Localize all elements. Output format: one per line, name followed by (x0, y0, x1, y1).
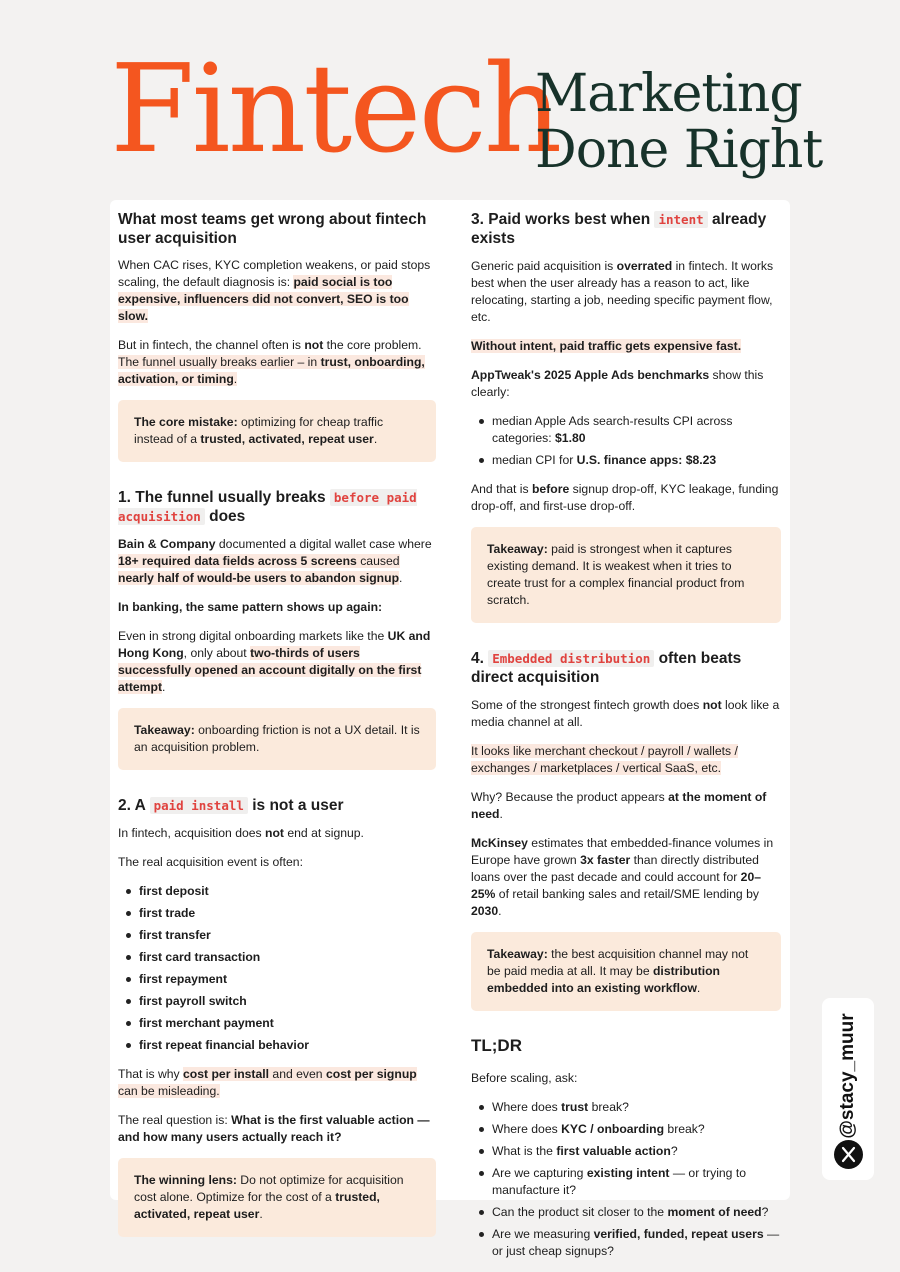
list-item: first trade (118, 905, 436, 922)
subtitle-line-2: Done Right (535, 120, 823, 180)
section-3-paragraph-3: AppTweak's 2025 Apple Ads benchmarks show this clearly: (471, 368, 764, 399)
code-tag: before paid acquisition (118, 490, 417, 524)
code-tag: Embedded distribution (488, 650, 654, 667)
list-item: first deposit (118, 883, 436, 900)
list-item: Can the product sit closer to the moment of need? (471, 1204, 781, 1221)
section-3-paragraph-2: Without intent, paid traffic gets expensive fast. (471, 339, 742, 353)
list-item: Where does trust break? (471, 1099, 781, 1116)
section-4-paragraph-1: Some of the strongest fintech growth does not look like a media channel at all. (471, 698, 780, 729)
code-tag: intent (654, 211, 707, 228)
tldr-heading: TL;DR (471, 1036, 522, 1055)
section-3-heading: 3. Paid works best when intent already exists (471, 211, 767, 247)
intro-paragraph-2: But in fintech, the channel often is not the core problem. The funnel usually breaks earlier – in trust, onboarding, activation, or timing. (118, 338, 425, 386)
page-subtitle (535, 66, 822, 178)
tldr-intro: Before scaling, ask: (471, 1071, 578, 1085)
section-2-paragraph-1: In fintech, acquisition does not end at signup. (118, 826, 364, 840)
section-1-heading: 1. The funnel usually breaks before paid acquisition does (118, 489, 417, 525)
x-logo-icon (834, 1140, 863, 1169)
list-item: first merchant payment (118, 1015, 436, 1032)
list-item: median Apple Ads search-results CPI across categories: $1.80 (471, 413, 781, 447)
section-2-paragraph-4: The real question is: What is the first valuable action — and how many users actually reach it? (118, 1113, 430, 1144)
core-mistake-callout: The core mistake: optimizing for cheap traffic instead of a trusted, activated, repeat user. (118, 400, 436, 462)
section-4-heading: 4. Embedded distribution often beats direct acquisition (471, 650, 742, 686)
list-item: Are we capturing existing intent — or trying to manufacture it? (471, 1165, 781, 1199)
benchmarks-list (471, 413, 781, 469)
list-item: first repayment (118, 971, 436, 988)
list-item: What is the first valuable action? (471, 1143, 781, 1160)
section-1-paragraph-2: In banking, the same pattern shows up again: (118, 600, 383, 614)
section-3-takeaway-callout: Takeaway: paid is strongest when it captures existing demand. It is weakest when it tries to create trust for a complex financial product from scratch. (471, 527, 781, 623)
list-item: median CPI for U.S. finance apps: $8.23 (471, 452, 781, 469)
left-column (118, 200, 436, 1263)
tldr-questions-list (471, 1099, 781, 1260)
acquisition-events-list (118, 883, 436, 1054)
winning-lens-callout: The winning lens: Do not optimize for acquisition cost alone. Optimize for the cost of a trusted, activated, repeat user. (118, 1158, 436, 1237)
section-2-heading: 2. A paid install is not a user (118, 797, 344, 814)
author-handle: @stacy_muur (837, 1013, 858, 1139)
intro-paragraph-1: When CAC rises, KYC completion weakens, or paid stops scaling, the default diagnosis is: paid social is too expensive, influencers did not convert, SEO is too slow. (118, 258, 431, 323)
author-handle-badge[interactable] (822, 998, 874, 1180)
subtitle-line-1: Marketing (535, 64, 802, 124)
page-title: Fintech (110, 38, 560, 180)
list-item: Where does KYC / onboarding break? (471, 1121, 781, 1138)
list-item: first card transaction (118, 949, 436, 966)
list-item: first transfer (118, 927, 436, 944)
section-4-paragraph-2: It looks like merchant checkout / payroll / wallets / exchanges / marketplaces / vertical SaaS, etc. (471, 744, 738, 775)
section-4-paragraph-4: McKinsey estimates that embedded-finance volumes in Europe have grown 3x faster than directly distributed loans over the past decade and could account for 20–25% of retail banking sales and retail/SME lending by 2030. (471, 836, 774, 918)
header (110, 38, 823, 198)
code-tag: paid install (150, 797, 248, 814)
section-1-paragraph-1: Bain & Company documented a digital wallet case where 18+ required data fields across 5 screens caused nearly half of would-be users to abandon signup. (118, 537, 432, 585)
list-item: first repeat financial behavior (118, 1037, 436, 1054)
section-1-takeaway-callout: Takeaway: onboarding friction is not a UX detail. It is an acquisition problem. (118, 708, 436, 770)
section-3-paragraph-4: And that is before signup drop-off, KYC leakage, funding drop-off, and first-use drop-off. (471, 482, 779, 513)
section-4-takeaway-callout: Takeaway: the best acquisition channel may not be paid media at all. It may be distribution embedded into an existing workflow. (471, 932, 781, 1011)
section-2-paragraph-2: The real acquisition event is often: (118, 855, 303, 869)
section-4-paragraph-3: Why? Because the product appears at the moment of need. (471, 790, 767, 821)
list-item: first payroll switch (118, 993, 436, 1010)
section-1-paragraph-3: Even in strong digital onboarding markets like the UK and Hong Kong, only about two-thirds of users successfully opened an account digitally on the first attempt. (118, 629, 431, 694)
right-column (471, 200, 781, 1272)
intro-heading: What most teams get wrong about fintech user acquisition (118, 211, 427, 247)
section-2-paragraph-3: That is why cost per install and even cost per signup can be misleading. (118, 1067, 417, 1098)
content-card (110, 200, 790, 1258)
list-item: Are we measuring verified, funded, repeat users — or just cheap signups? (471, 1226, 781, 1260)
section-3-paragraph-1: Generic paid acquisition is overrated in fintech. It works best when the user already has a reason to act, like relocating, starting a job, needing specific payment flow, etc. (471, 259, 774, 324)
